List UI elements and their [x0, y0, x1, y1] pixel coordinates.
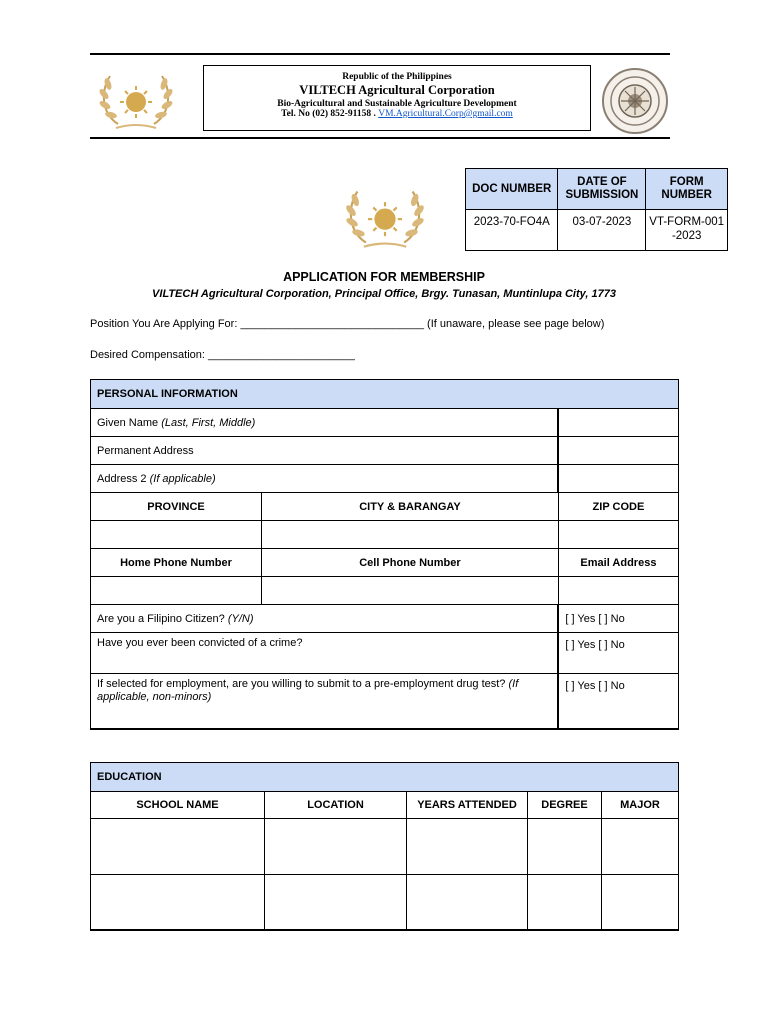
major-input[interactable] [602, 819, 679, 875]
table-row [91, 875, 679, 930]
desired-compensation-field[interactable] [90, 349, 355, 361]
company-tagline: Bio-Agricultural and Sustainable Agriculture Development [277, 99, 517, 109]
corporation-round-seal-icon [600, 66, 670, 136]
personal-information-table [90, 379, 679, 730]
major-header: MAJOR [602, 792, 679, 819]
form-number-value: VT-FORM-001-2023 [646, 210, 728, 251]
telephone-number: Tel. No (02) 852-91158 . [281, 109, 376, 119]
degree-input[interactable] [528, 875, 602, 930]
citizen-question: Are you a Filipino Citizen? [97, 612, 228, 625]
company-name: VILTECH Agricultural Corporation [299, 83, 495, 97]
company-header-box [203, 65, 591, 131]
location-input[interactable] [265, 875, 407, 930]
province-header: PROVINCE [91, 493, 262, 521]
given-name-label [91, 409, 559, 437]
cell-phone-input[interactable] [262, 577, 559, 605]
header-top-rule [90, 53, 670, 55]
education-table [90, 762, 679, 931]
years-attended-input[interactable] [407, 875, 528, 930]
wreath-sun-emblem-icon [334, 178, 436, 256]
given-name-hint: (Last, First, Middle) [161, 416, 256, 429]
years-attended-input[interactable] [407, 819, 528, 875]
convicted-crime-label: Have you ever been convicted of a crime? [91, 633, 559, 674]
location-input[interactable] [265, 819, 407, 875]
city-barangay-input[interactable] [262, 521, 559, 549]
province-input[interactable] [91, 521, 262, 549]
position-label: Position You Are Applying For: [90, 318, 241, 330]
zip-code-header: ZIP CODE [558, 493, 678, 521]
given-name-text: Given Name [97, 416, 162, 429]
major-input[interactable] [602, 875, 679, 930]
home-phone-header: Home Phone Number [91, 549, 262, 577]
position-blank[interactable]: ______________________________ [240, 318, 424, 330]
company-contact [208, 109, 586, 119]
doc-number-value: 2023-70-FO4A [466, 210, 558, 251]
address2-text: Address 2 [97, 472, 150, 485]
table-row [91, 819, 679, 875]
doc-number-header: DOC NUMBER [466, 169, 558, 210]
convicted-crime-yes-no[interactable]: [ ] Yes [ ] No [558, 633, 678, 674]
personal-information-heading: PERSONAL INFORMATION [91, 380, 679, 409]
location-header: LOCATION [265, 792, 407, 819]
position-applying-field[interactable] [90, 318, 604, 330]
citizen-hint: (Y/N) [227, 612, 254, 625]
compensation-blank[interactable]: ________________________ [208, 349, 355, 361]
school-name-header: SCHOOL NAME [91, 792, 265, 819]
city-barangay-header: CITY & BARANGAY [262, 493, 559, 521]
filipino-citizen-yes-no[interactable]: [ ] Yes [ ] No [558, 605, 678, 633]
compensation-label: Desired Compensation: [90, 349, 209, 361]
degree-header: DEGREE [528, 792, 602, 819]
page-title: APPLICATION FOR MEMBERSHIP [283, 270, 485, 284]
drug-test-hint: (If applicable, non-minors) [97, 678, 519, 703]
form-number-header: FORM NUMBER [646, 169, 728, 210]
drug-test-yes-no[interactable]: [ ] Yes [ ] No [558, 674, 678, 729]
position-note: (If unaware, please see page below) [423, 318, 605, 330]
drug-test-label [91, 674, 559, 729]
date-of-submission-value: 03-07-2023 [558, 210, 646, 251]
cell-phone-header: Cell Phone Number [262, 549, 559, 577]
wreath-sun-seal-icon [88, 64, 184, 136]
header-bottom-rule [90, 137, 670, 139]
email-link[interactable]: VM.Agricultural.Corp@gmail.com [378, 109, 513, 119]
republic-label: Republic of the Philippines [342, 72, 452, 82]
email-address-header: Email Address [558, 549, 678, 577]
education-heading: EDUCATION [91, 763, 679, 792]
page-subtitle: VILTECH Agricultural Corporation, Principal Office, Brgy. Tunasan, Muntinlupa City, 1773 [152, 288, 616, 300]
permanent-address-label: Permanent Address [91, 437, 559, 465]
degree-input[interactable] [528, 819, 602, 875]
address2-hint: (If applicable) [149, 472, 216, 485]
address2-label [91, 465, 559, 493]
document-info-table [465, 168, 728, 251]
permanent-address-input[interactable] [558, 437, 678, 465]
home-phone-input[interactable] [91, 577, 262, 605]
given-name-input[interactable] [558, 409, 678, 437]
years-attended-header: YEARS ATTENDED [407, 792, 528, 819]
school-name-input[interactable] [91, 819, 265, 875]
zip-code-input[interactable] [558, 521, 678, 549]
school-name-input[interactable] [91, 875, 265, 930]
filipino-citizen-label [91, 605, 559, 633]
date-of-submission-header: DATE OF SUBMISSION [558, 169, 646, 210]
email-address-input[interactable] [558, 577, 678, 605]
address2-input[interactable] [558, 465, 678, 493]
drug-test-question: If selected for employment, are you willing to submit to a pre-employment drug test? [97, 678, 509, 690]
